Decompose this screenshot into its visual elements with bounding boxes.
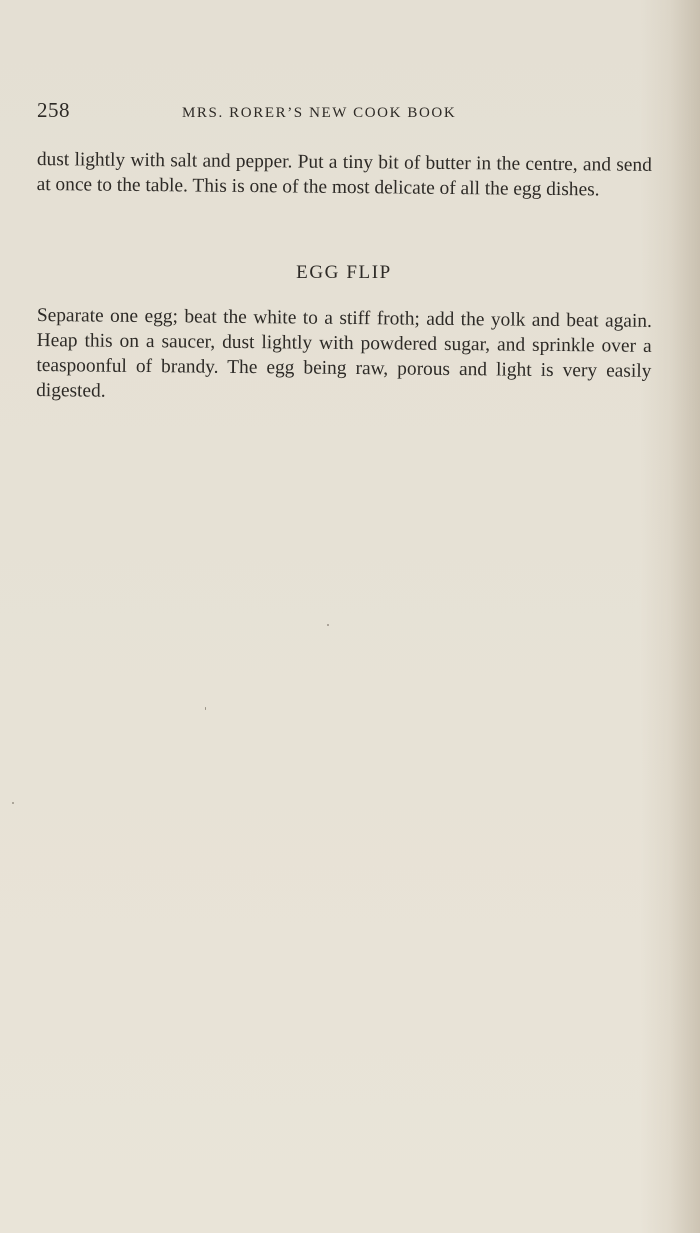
- page-number: 258: [37, 98, 70, 122]
- section-heading-text: EGG FLIP: [296, 262, 392, 283]
- intro-paragraph: dust lightly with salt and pepper. Put a tiny bit of butter in the centre, and send at once to the table. This is one of the most delicate of all the egg dishes.: [36, 148, 652, 201]
- paper-speck: [205, 707, 206, 710]
- section-heading: [0, 262, 700, 284]
- paper-speck: [12, 802, 14, 804]
- paper-speck: [327, 624, 329, 626]
- running-head: MRS. RORER’S NEW COOK BOOK: [182, 105, 457, 121]
- section-body-paragraph: Separate one egg; beat the white to a stiff froth; add the yolk and beat again. Heap this on a saucer, dust lightly with powdered sugar, and sprinkle over a teaspoonful of brandy. The egg being raw, porous and light is very easily digested.: [36, 304, 652, 402]
- page-header: [37, 98, 647, 128]
